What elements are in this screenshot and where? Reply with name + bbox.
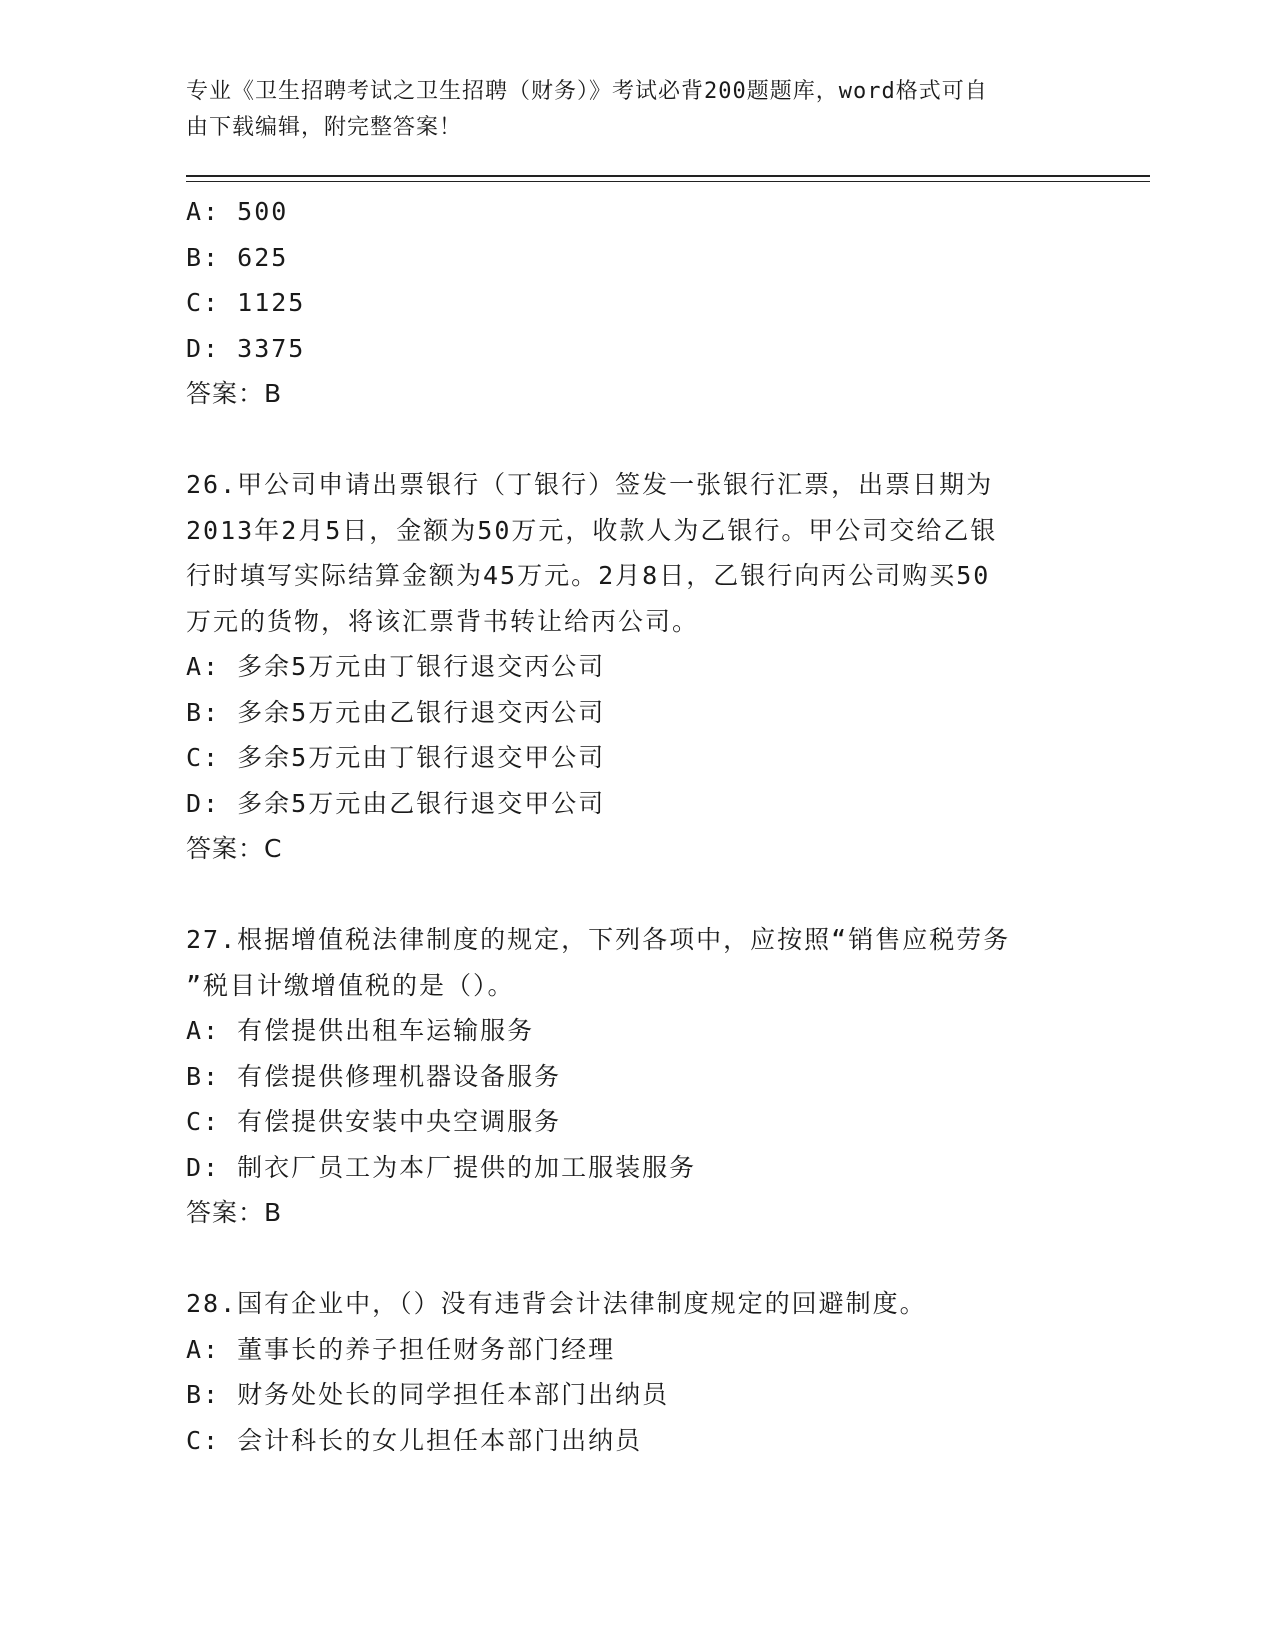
- option-a: A: 有偿提供出租车运输服务: [186, 1016, 535, 1045]
- document-header: [186, 74, 1086, 146]
- option-b: B: 有偿提供修理机器设备服务: [186, 1061, 562, 1091]
- answer: 答案：B: [186, 1198, 283, 1227]
- question-stem-line: 27.根据增值税法律制度的规定，下列各项中，应按照“销售应税劳务: [186, 925, 1011, 954]
- option-c: C: 会计科长的女儿担任本部门出纳员: [186, 1425, 643, 1455]
- document-body: [186, 189, 1086, 1463]
- option-b: B: 625: [186, 242, 289, 272]
- question-27: [186, 917, 1086, 1236]
- option-c: C: 有偿提供安装中央空调服务: [186, 1107, 562, 1136]
- question-stem-line: 26.甲公司申请出票银行（丁银行）签发一张银行汇票，出票日期为: [186, 470, 994, 499]
- header-line-1: 专业《卫生招聘考试之卫生招聘（财务）》考试必背200题题库，word格式可自: [186, 79, 988, 104]
- option-a: A: 500: [186, 197, 289, 226]
- answer: 答案：C: [186, 834, 283, 863]
- option-c: C: 多余5万元由丁银行退交甲公司: [186, 743, 606, 772]
- question-stem-line: 28.国有企业中，（）没有违背会计法律制度规定的回避制度。: [186, 1289, 927, 1318]
- question-stem-line: 行时填写实际结算金额为45万元。2月8日，乙银行向丙公司购买50: [186, 561, 991, 590]
- answer: 答案：B: [186, 379, 283, 408]
- header-rule-thin: [186, 181, 1150, 182]
- option-d: D: 3375: [186, 333, 306, 363]
- header-line-2: 由下载编辑，附完整答案！: [186, 115, 463, 140]
- question-26: [186, 462, 1086, 872]
- option-d: D: 多余5万元由乙银行退交甲公司: [186, 788, 606, 818]
- question-28: [186, 1281, 1086, 1463]
- option-b: B: 多余5万元由乙银行退交丙公司: [186, 697, 606, 727]
- option-c: C: 1125: [186, 288, 306, 317]
- option-d: D: 制衣厂员工为本厂提供的加工服装服务: [186, 1152, 697, 1182]
- option-b: B: 财务处处长的同学担任本部门出纳员: [186, 1380, 670, 1409]
- option-a: A: 董事长的养子担任财务部门经理: [186, 1334, 616, 1364]
- question-25: [186, 189, 1086, 417]
- option-a: A: 多余5万元由丁银行退交丙公司: [186, 652, 606, 681]
- question-stem-line: ”税目计缴增值税的是（）。: [186, 970, 515, 1000]
- header-rule-thick: [186, 175, 1150, 177]
- question-stem-line: 万元的货物，将该汇票背书转让给丙公司。: [186, 606, 700, 636]
- question-stem-line: 2013年2月5日，金额为50万元，收款人为乙银行。甲公司交给乙银: [186, 515, 998, 545]
